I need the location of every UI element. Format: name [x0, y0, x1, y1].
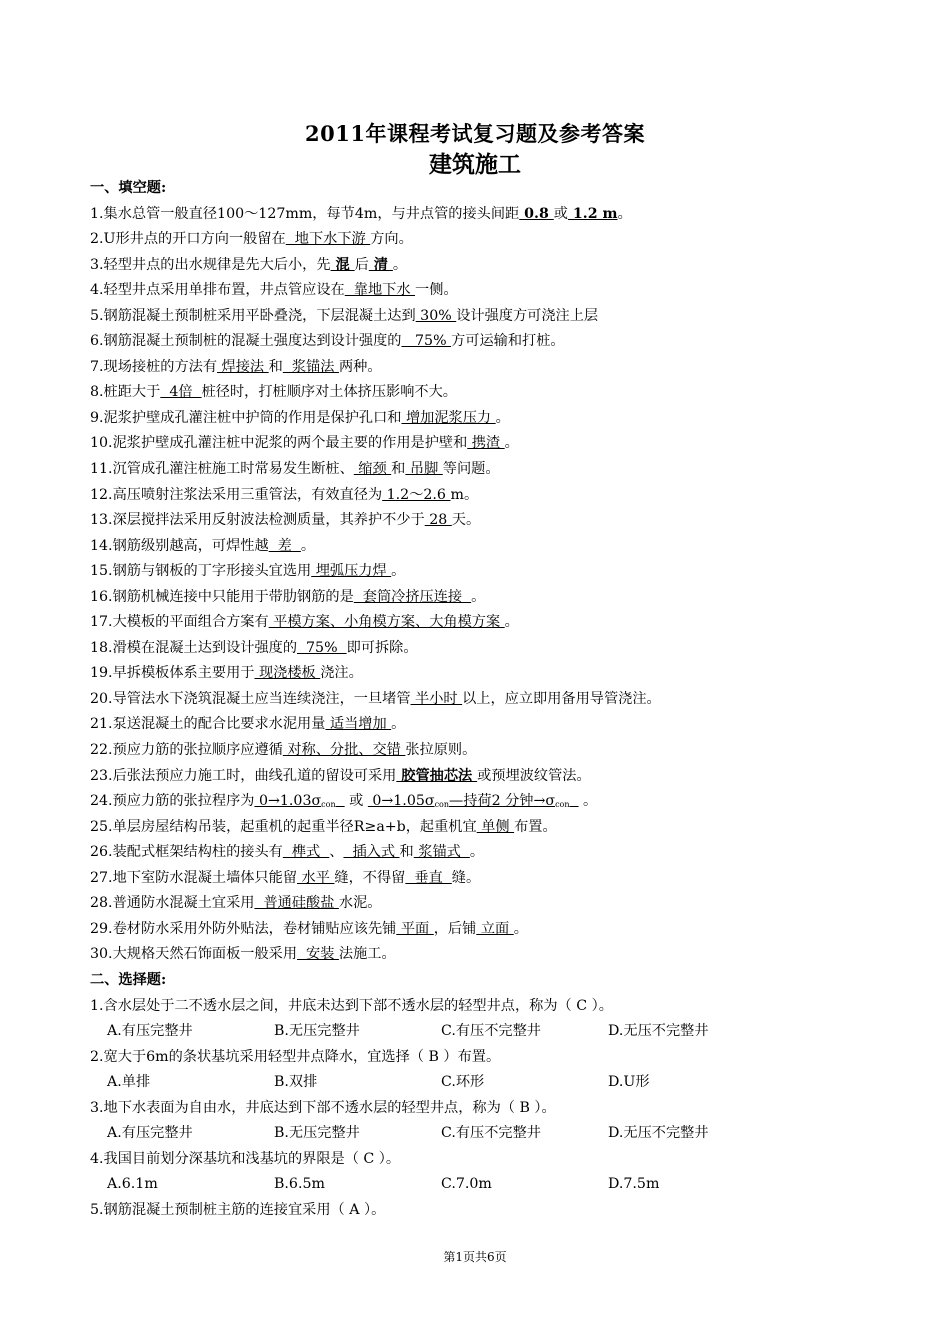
question-text: 。 — [300, 537, 316, 554]
fill-question — [90, 534, 870, 560]
fill-question — [90, 253, 870, 279]
answer-blank: 安装 — [297, 946, 339, 963]
question-text: 。 — [471, 588, 486, 605]
fill-question — [90, 891, 870, 917]
question-text: 以上，应立即用备用导管浇注。 — [462, 690, 661, 707]
question-text: 和 — [399, 844, 414, 861]
question-text: 和 — [391, 461, 406, 478]
question-text: 等问题。 — [442, 461, 500, 478]
choice-options — [90, 1121, 870, 1147]
question-text: 缝。 — [451, 869, 481, 886]
answer-blank: 吊脚 — [405, 461, 443, 478]
question-text: 28.普通防水混凝土宜采用 — [90, 895, 255, 912]
fill-question — [90, 815, 870, 841]
question-text: 1.集水总管一般直径100～127mm，每节4m，与井点管的接头间距 — [90, 205, 520, 222]
choice-option: D.无压不完整井 — [608, 1125, 709, 1142]
question-text: 。 — [392, 256, 408, 273]
answer-blank: 1.2～2.6 — [382, 486, 451, 503]
question-text: 8.桩距大于 — [90, 384, 161, 401]
answer-blank: 30% — [415, 307, 457, 324]
question-text: 23.后张法预应力施工时，曲线孔道的留设可采用 — [90, 767, 397, 784]
choice-options — [90, 1070, 870, 1096]
question-text: 17.大模板的平面组合方案有 — [90, 614, 269, 631]
answer-blank: 4倍 — [160, 384, 202, 401]
choice-option: D.U形 — [608, 1074, 650, 1091]
question-text: 或 — [553, 205, 568, 222]
question-text: 27.地下室防水混凝土墙体只能留 — [90, 869, 298, 886]
question-text: 22.预应力筋的张拉顺序应遵循 — [90, 742, 283, 759]
choice-option: C.有压不完整井 — [441, 1023, 541, 1040]
fill-question — [90, 406, 870, 432]
question-text: m。 — [450, 486, 479, 503]
question-text: 。 — [617, 205, 632, 222]
fill-question — [90, 202, 870, 228]
answer-blank: 普通硅酸盐 — [254, 895, 339, 912]
page-footer: 第1页共6页 — [443, 1250, 507, 1264]
answer-blank: 混 — [330, 256, 355, 273]
question-text: 后 — [354, 256, 369, 273]
answer-blank: 0.8 — [519, 205, 554, 222]
document-body — [90, 176, 870, 1223]
answer-blank: 地下水下游 — [285, 231, 371, 248]
choice-question: 3.地下水表面为自由水，井底达到下部不透水层的轻型井点，称为（ B ）。 — [90, 1099, 556, 1116]
subscript: con — [555, 800, 570, 810]
question-text: 9.泥浆护壁成孔灌注桩中护筒的作用是保护孔口和 — [90, 409, 402, 426]
question-text: 11.沉管成孔灌注桩施工时常易发生断桩、 — [90, 461, 354, 478]
choice-option: C.环形 — [441, 1074, 485, 1091]
answer-blank: $0\to 1.03\sigma_{con}$ — [254, 793, 336, 810]
fill-question — [90, 687, 870, 713]
choice-option: C.7.0m — [441, 1176, 492, 1193]
question-text: 方可运输和打桩。 — [451, 333, 565, 350]
title-year: 2011 — [305, 121, 366, 146]
choice-question: 1.含水层处于二不透水层之间，井底未达到下部不透水层的轻型井点，称为（ C ）。 — [90, 997, 613, 1014]
question-text: 一侧。 — [415, 282, 458, 299]
question-text: 2.U形井点的开口方向一般留在 — [90, 231, 286, 248]
choice-options — [90, 1172, 870, 1198]
choice-option: D.7.5m — [608, 1176, 660, 1193]
answer-blank: 单侧 — [476, 818, 515, 835]
question-text: 21.泵送混凝土的配合比要求水泥用量 — [90, 716, 326, 733]
answer-blank: 现浇楼板 — [254, 665, 321, 682]
answer-blank: 清 — [368, 256, 393, 273]
document-title — [0, 118, 950, 148]
question-text: 25.单层房屋结构吊装，起重机的起重半径R≥a+b，起重机宜 — [90, 818, 477, 835]
fill-question — [90, 738, 870, 764]
choice-option: A.单排 — [107, 1074, 151, 1091]
choice-option: D.无压不完整井 — [608, 1023, 709, 1040]
question-text: 两种。 — [338, 358, 382, 375]
answer-blank: 浆锚法 — [282, 358, 339, 375]
fill-question — [90, 840, 870, 866]
question-text: 方向。 — [370, 231, 413, 248]
question-text: 。 — [504, 614, 519, 631]
choice-option: B.无压完整井 — [274, 1023, 360, 1040]
answer-blank: 胶管抽芯法 — [396, 767, 478, 784]
question-text: 7.现场接桩的方法有 — [90, 358, 218, 375]
question-text: 。 — [469, 844, 485, 861]
choice-option: B.6.5m — [274, 1176, 325, 1193]
fill-question — [90, 355, 870, 381]
answer-blank: 28 — [424, 512, 452, 529]
question-text: 29.卷材防水采用外防外贴法，卷材铺贴应该先铺 — [90, 920, 397, 937]
fill-question — [90, 457, 870, 483]
answer-blank: 平模方案、小角模方案、大角模方案 — [268, 614, 505, 631]
fill-question — [90, 764, 870, 790]
fill-question — [90, 483, 870, 509]
answer-blank: 靠地下水 — [344, 282, 416, 299]
question-text: 浇注。 — [320, 665, 363, 682]
fill-question — [90, 917, 870, 943]
answer-blank: 套筒冷挤压连接 — [353, 588, 472, 605]
question-text: 或 — [344, 793, 368, 810]
fill-question — [90, 942, 870, 968]
question-text: 5.钢筋混凝土预制桩采用平卧叠浇，下层混凝土达到 — [90, 307, 416, 324]
question-text: 缝，不得留 — [334, 869, 406, 886]
answer-blank: 携渣 — [467, 435, 505, 452]
subscript: con — [434, 800, 450, 810]
document-subtitle: 建筑施工 — [429, 151, 521, 178]
question-text: 13.深层搅拌法采用反射波法检测质量，其养护不少于 — [90, 512, 425, 529]
question-text: 18.滑模在混凝土达到设计强度的 — [90, 639, 298, 656]
question-text: 。 — [513, 920, 528, 937]
question-text: 法施工。 — [338, 946, 396, 963]
answer-blank: 增加泥浆压力 — [401, 409, 496, 426]
question-text: 4.轻型井点采用单排布置，井点管应设在 — [90, 282, 345, 299]
choice-option: A.有压完整井 — [107, 1125, 193, 1142]
question-text: 。 — [578, 793, 598, 810]
fill-question — [90, 559, 870, 585]
question-text: 布置。 — [514, 818, 557, 835]
question-text: 6.钢筋混凝土预制桩的混凝土强度达到设计强度的 — [90, 333, 402, 350]
fill-question — [90, 278, 870, 304]
question-text: 或预埋波纹管法。 — [477, 767, 591, 784]
fill-question — [90, 380, 870, 406]
question-text: 3.轻型井点的出水规律是先大后小，先 — [90, 256, 331, 273]
fill-question — [90, 329, 870, 355]
choice-option: B.双排 — [274, 1074, 318, 1091]
question-text: 设计强度方可浇注上层 — [456, 307, 599, 324]
fill-question — [90, 866, 870, 892]
answer-blank: 水平 — [297, 869, 335, 886]
answer-blank: 1.2 m — [567, 205, 618, 222]
fill-question — [90, 661, 870, 687]
answer-blank: 插入式 — [343, 844, 400, 861]
answer-blank: 半小时 — [410, 690, 463, 707]
answer-blank: 垂直 — [405, 869, 452, 886]
question-text: 。 — [391, 716, 406, 733]
answer-blank: 焊接法 — [217, 358, 269, 375]
fill-question — [90, 304, 870, 330]
fill-question — [90, 789, 870, 815]
question-text: 14.钢筋级别越高，可焊性越 — [90, 537, 269, 554]
choice-options — [90, 1019, 870, 1045]
section-heading-choice: 二、选择题: — [90, 971, 167, 988]
answer-blank: 差 — [268, 537, 301, 554]
question-text: 。 — [504, 435, 519, 452]
question-text: 15.钢筋与钢板的丁字形接头宜选用 — [90, 563, 312, 580]
choice-question: 2.宽大于6m的条状基坑采用轻型井点降水，宜选择（ B ）布置。 — [90, 1048, 501, 1065]
choice-option: B.无压完整井 — [274, 1125, 360, 1142]
fill-question — [90, 508, 870, 534]
choice-question: 4.我国目前划分深基坑和浅基坑的界限是（ C ）。 — [90, 1150, 401, 1167]
answer-blank: 适当增加 — [325, 716, 392, 733]
question-text: 。 — [391, 563, 406, 580]
answer-blank: 缩颈 — [353, 461, 392, 478]
choice-option: A.6.1m — [107, 1176, 158, 1193]
fill-question — [90, 712, 870, 738]
answer-blank: 埋弧压力焊 — [311, 563, 392, 580]
question-text: ，后铺 — [433, 920, 477, 937]
question-text: 19.早拆模板体系主要用于 — [90, 665, 255, 682]
choice-option: A.有压完整井 — [107, 1023, 193, 1040]
question-text: 天。 — [451, 512, 481, 529]
fill-question — [90, 585, 870, 611]
fill-question — [90, 431, 870, 457]
title-text: 年课程考试复习题及参考答案 — [365, 121, 645, 146]
question-text: 20.导管法水下浇筑混凝土应当连续浇注，一旦堵管 — [90, 690, 411, 707]
answer-blank: 榫式 — [282, 844, 330, 861]
fill-question — [90, 636, 870, 662]
choice-option: C.有压不完整井 — [441, 1125, 541, 1142]
question-text: 和 — [268, 358, 283, 375]
answer-blank: 立面 — [476, 920, 514, 937]
section-heading-fill: 一、填空题: — [90, 180, 167, 196]
question-text: 即可拆除。 — [346, 639, 418, 656]
answer-blank: 浆锚式 — [413, 844, 470, 861]
answer-blank: $0\to 1.05\sigma_{con}—$持荷2 分钟$\to\sigma_{con}$ — [367, 793, 570, 810]
question-text: 。 — [495, 409, 510, 426]
choice-question: 5.钢筋混凝土预制桩主筋的连接宜采用（ A ）。 — [90, 1201, 386, 1218]
question-text: 24.预应力筋的张拉程序为 — [90, 793, 255, 810]
question-text: 12.高压喷射注浆法采用三重管法，有效直径为 — [90, 486, 383, 503]
question-text: 16.钢筋机械连接中只能用于带肋钢筋的是 — [90, 588, 354, 605]
question-text: 26.装配式框架结构柱的接头有 — [90, 844, 283, 861]
subscript: con — [321, 800, 336, 810]
answer-blank: 对称、分批、交错 — [282, 742, 406, 759]
answer-blank: 平面 — [396, 920, 434, 937]
question-text: 水泥。 — [338, 895, 382, 912]
question-text: 桩径时，打桩顺序对土体挤压影响不大。 — [201, 384, 457, 401]
question-text: 30.大规格天然石饰面板一般采用 — [90, 946, 298, 963]
fill-question — [90, 610, 870, 636]
fill-question — [90, 227, 870, 253]
answer-blank: 75% — [401, 333, 452, 350]
question-text: 、 — [329, 844, 344, 861]
question-text: 10.泥浆护壁成孔灌注桩中泥浆的两个最主要的作用是护壁和 — [90, 435, 468, 452]
question-text: 张拉原则。 — [405, 742, 477, 759]
answer-blank: 75% — [297, 639, 347, 656]
